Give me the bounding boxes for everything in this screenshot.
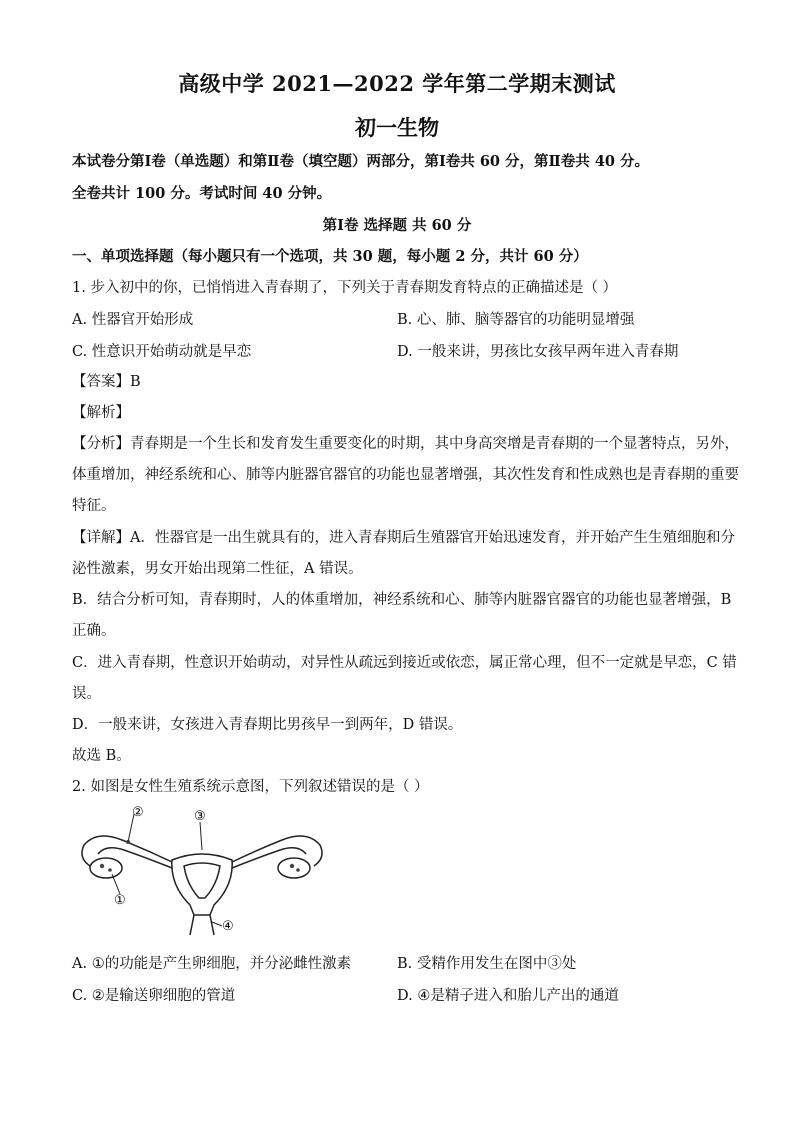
q1-option-a: A. 性器官开始形成: [72, 312, 194, 328]
q1-analysis-label: 【解析】: [72, 405, 130, 421]
intro-line-2: 全卷共计 100 分。考试时间 40 分钟。: [72, 185, 332, 202]
section-title: 第Ⅰ卷 选择题 共 60 分: [322, 217, 472, 234]
female-reproductive-system-diagram: [72, 800, 332, 940]
intro-line-1: 本试卷分第Ⅰ卷（单选题）和第Ⅱ卷（填空题）两部分，第Ⅰ卷共 60 分，第Ⅱ卷共 40 分。: [72, 153, 650, 170]
q1-answer: 【答案】B: [72, 374, 141, 390]
q1-option-b: B. 心、肺、脑等器官的功能明显增强: [397, 312, 635, 328]
q2-stem: 2. 如图是女性生殖系统示意图，下列叙述错误的是（ ）: [72, 779, 429, 795]
exam-title: 高级中学 2021—2022 学年第二学期末测试: [178, 71, 616, 96]
q2-option-d: D. ④是精子进入和胎儿产出的通道: [397, 988, 619, 1004]
exam-subject: 初一生物: [355, 115, 439, 140]
q1-detail-line: 【详解】A．性器官是一出生就具有的，进入青春期后生殖器官开始迅速发育，并开始产生生殖细胞和分: [72, 530, 735, 546]
q1-detail-line: D．一般来讲，女孩进入青春期比男孩早一到两年，D 错误。: [72, 717, 463, 733]
figure-label-1: ①: [114, 893, 126, 908]
part-heading: 一、单项选择题（每小题只有一个选项，共 30 题，每小题 2 分，共计 60 分）: [72, 248, 588, 265]
q1-detail-line: 误。: [72, 686, 101, 702]
q2-option-c: C. ②是输送卵细胞的管道: [72, 988, 236, 1004]
q1-detail-line: C．进入青春期，性意识开始萌动，对异性从疏远到接近或依恋，属正常心理，但不一定就是早恋，C 错: [72, 655, 737, 671]
q1-detail-line: 正确。: [72, 623, 116, 639]
q1-detail-line: 泌性激素，男女开始出现第二性征，A 错误。: [72, 561, 363, 577]
q1-detail-line: B．结合分析可知，青春期时，人的体重增加，神经系统和心、肺等内脏器官器官的功能也显著增强，B: [72, 592, 732, 608]
q2-option-a: A. ①的功能是产生卵细胞，并分泌雌性激素: [72, 956, 352, 972]
figure-label-3: ③: [194, 809, 206, 824]
q2-option-b: B. 受精作用发生在图中③处: [397, 956, 577, 972]
q1-analysis-line: 【分析】青春期是一个生长和发育发生重要变化的时期，其中身高突增是青春期的一个显著特点，另外，: [72, 436, 739, 452]
q1-analysis-line: 体重增加，神经系统和心、肺等内脏器官器官的功能也显著增强，其次性发育和性成熟也是青春期的重要: [72, 467, 739, 483]
q1-stem: 1. 步入初中的你，已悄悄进入青春期了，下列关于青春期发育特点的正确描述是（ ）: [72, 280, 618, 296]
figure-label-2: ②: [132, 805, 144, 820]
q1-option-d: D. 一般来讲，男孩比女孩早两年进入青春期: [397, 344, 679, 360]
q1-option-c: C. 性意识开始萌动就是早恋: [72, 344, 252, 360]
q1-detail-line: 故选 B。: [72, 748, 131, 764]
q1-analysis-line: 特征。: [72, 498, 116, 514]
figure-label-4: ④: [222, 919, 234, 934]
